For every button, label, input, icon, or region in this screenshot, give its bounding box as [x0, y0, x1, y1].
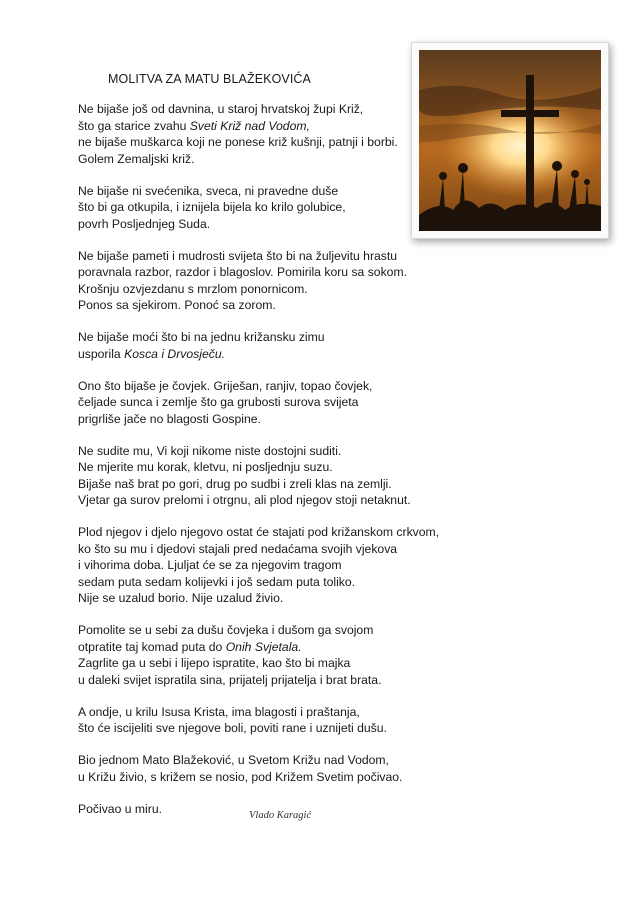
poem-line [78, 574, 478, 591]
poem-line [78, 459, 478, 476]
poem-line [78, 622, 478, 639]
italic-phrase: Onih Svjetala. [225, 639, 302, 654]
poem-line [78, 524, 478, 541]
poem-line [78, 329, 478, 346]
line-text: sedam puta sedam kolijevki i još sedam puta toliko. [78, 574, 356, 589]
poem-title: MOLITVA ZA MATU BLAŽEKOVIĆA [108, 72, 311, 86]
poem-line [78, 443, 478, 460]
stanza-5 [78, 378, 478, 428]
line-text: Ono što bijaše je čovjek. Griješan, ranjiv, topao čovjek, [78, 378, 373, 393]
line-text: A ondje, u krilu Isusa Krista, ima blagosti i praštanja, [78, 704, 360, 719]
poem-line [78, 590, 478, 607]
stanza-6 [78, 443, 478, 509]
line-text: otpratite taj komad puta do [78, 639, 226, 654]
poem-line [78, 346, 478, 363]
line-text: Ne bijaše još od davnina, u staroj hrvatskoj župi Križ, [78, 102, 364, 116]
poem-line [78, 297, 478, 314]
poem-line [78, 378, 478, 395]
line-text: usporila [78, 346, 125, 361]
stanza-3 [78, 248, 478, 314]
stanza-8 [78, 622, 478, 688]
line-text: Bio jednom Mato Blažeković, u Svetom Križu nad Vodom, [78, 753, 389, 767]
line-text: Krošnju ozvjezdanu s mrzlom ponornicom. [78, 281, 308, 296]
line-text: u Križu živio, s križem se nosio, pod Križem Svetim počivao. [78, 769, 403, 784]
line-text: što bi ga otkupila, i iznijela bijela ko krilo golubice, [78, 200, 346, 214]
poem-line [78, 394, 478, 411]
author-signature: Vlado Karagić [249, 810, 312, 821]
line-text: ne bijaše muškarca koji ne ponese križ kušnji, patnji i borbi. [78, 135, 398, 149]
poem-line [78, 704, 478, 721]
line-text: što ga starice zvahu [78, 118, 190, 133]
poem-line [78, 411, 478, 428]
italic-phrase: Sveti Križ nad Vodom, [189, 118, 310, 133]
line-text: Golem Zemaljski križ. [78, 151, 195, 166]
poem-line [78, 248, 478, 265]
line-text: Plod njegov i djelo njegovo ostat će stajati pod križanskom crkvom, [78, 525, 440, 539]
line-text: Ne bijaše moći što bi na jednu križansku zimu [78, 330, 325, 344]
stanza-9 [78, 704, 478, 737]
line-text: Počivao u miru. [78, 801, 162, 816]
line-text: Bijaše naš brat po gori, drug po sudbi i zreli klas na zemlji. [78, 476, 392, 491]
poem-line [78, 557, 478, 574]
poem-line [78, 476, 478, 493]
line-text: što će iscijeliti sve njegove boli, poviti rane i uznijeti dušu. [78, 721, 387, 735]
poem-line [78, 655, 478, 672]
line-text: Zagrlite ga u sebi i lijepo ispratite, kao što bi majka [78, 656, 351, 670]
line-text: ko što su mu i djedovi stajali pred nedaćama svojih vjekova [78, 541, 398, 556]
italic-phrase: Kosca i Drvosječu. [124, 346, 225, 361]
poem-line [78, 769, 478, 786]
poem-line [78, 281, 478, 298]
cross-sunset-illustration [419, 50, 601, 231]
poem-line [78, 541, 478, 558]
line-text: Ne sudite mu, Vi koji nikome niste dostojni suditi. [78, 443, 342, 458]
line-text: Ne bijaše ni svećenika, sveca, ni pravedne duše [78, 183, 339, 198]
line-text: i vihorima doba. Ljuljat će se za njegovim tragom [78, 558, 342, 572]
line-text: Ne bijaše pameti i mudrosti svijeta što bi na žuljevitu hrastu [78, 248, 398, 263]
poem-line [78, 264, 478, 281]
line-text: Ne mjerite mu korak, kletvu, ni posljednju suzu. [78, 460, 333, 474]
line-text: Nije se uzalud borio. Nije uzalud živio. [78, 591, 284, 605]
poem-line [78, 639, 478, 656]
poem-line [78, 752, 478, 769]
line-text: Ponos sa sjekirom. Ponoć sa zorom. [78, 298, 276, 312]
cross-sunset-photo [411, 42, 609, 239]
poem-line [78, 492, 478, 509]
line-text: prigrliše jače no blagosti Gospine. [78, 411, 261, 426]
stanza-4 [78, 329, 478, 362]
line-text: Vjetar ga surov prelomi i otrgnu, ali plod njegov stoji netaknut. [78, 493, 411, 507]
line-text: poravnala razbor, razdor i blagoslov. Pomirila koru sa sokom. [78, 265, 407, 279]
line-text: u daleki svijet ispratila sina, prijatelj prijatelja i brat brata. [78, 672, 382, 687]
stanza-7 [78, 524, 478, 607]
stanza-10 [78, 752, 478, 785]
poem-line [78, 672, 478, 689]
line-text: Pomolite se u sebi za dušu čovjeka i dušom ga svojom [78, 623, 374, 637]
line-text: čeljade sunca i zemlje što ga grubosti surova svijeta [78, 395, 359, 409]
line-text: povrh Posljednjeg Suda. [78, 216, 211, 231]
poem-line [78, 720, 478, 737]
